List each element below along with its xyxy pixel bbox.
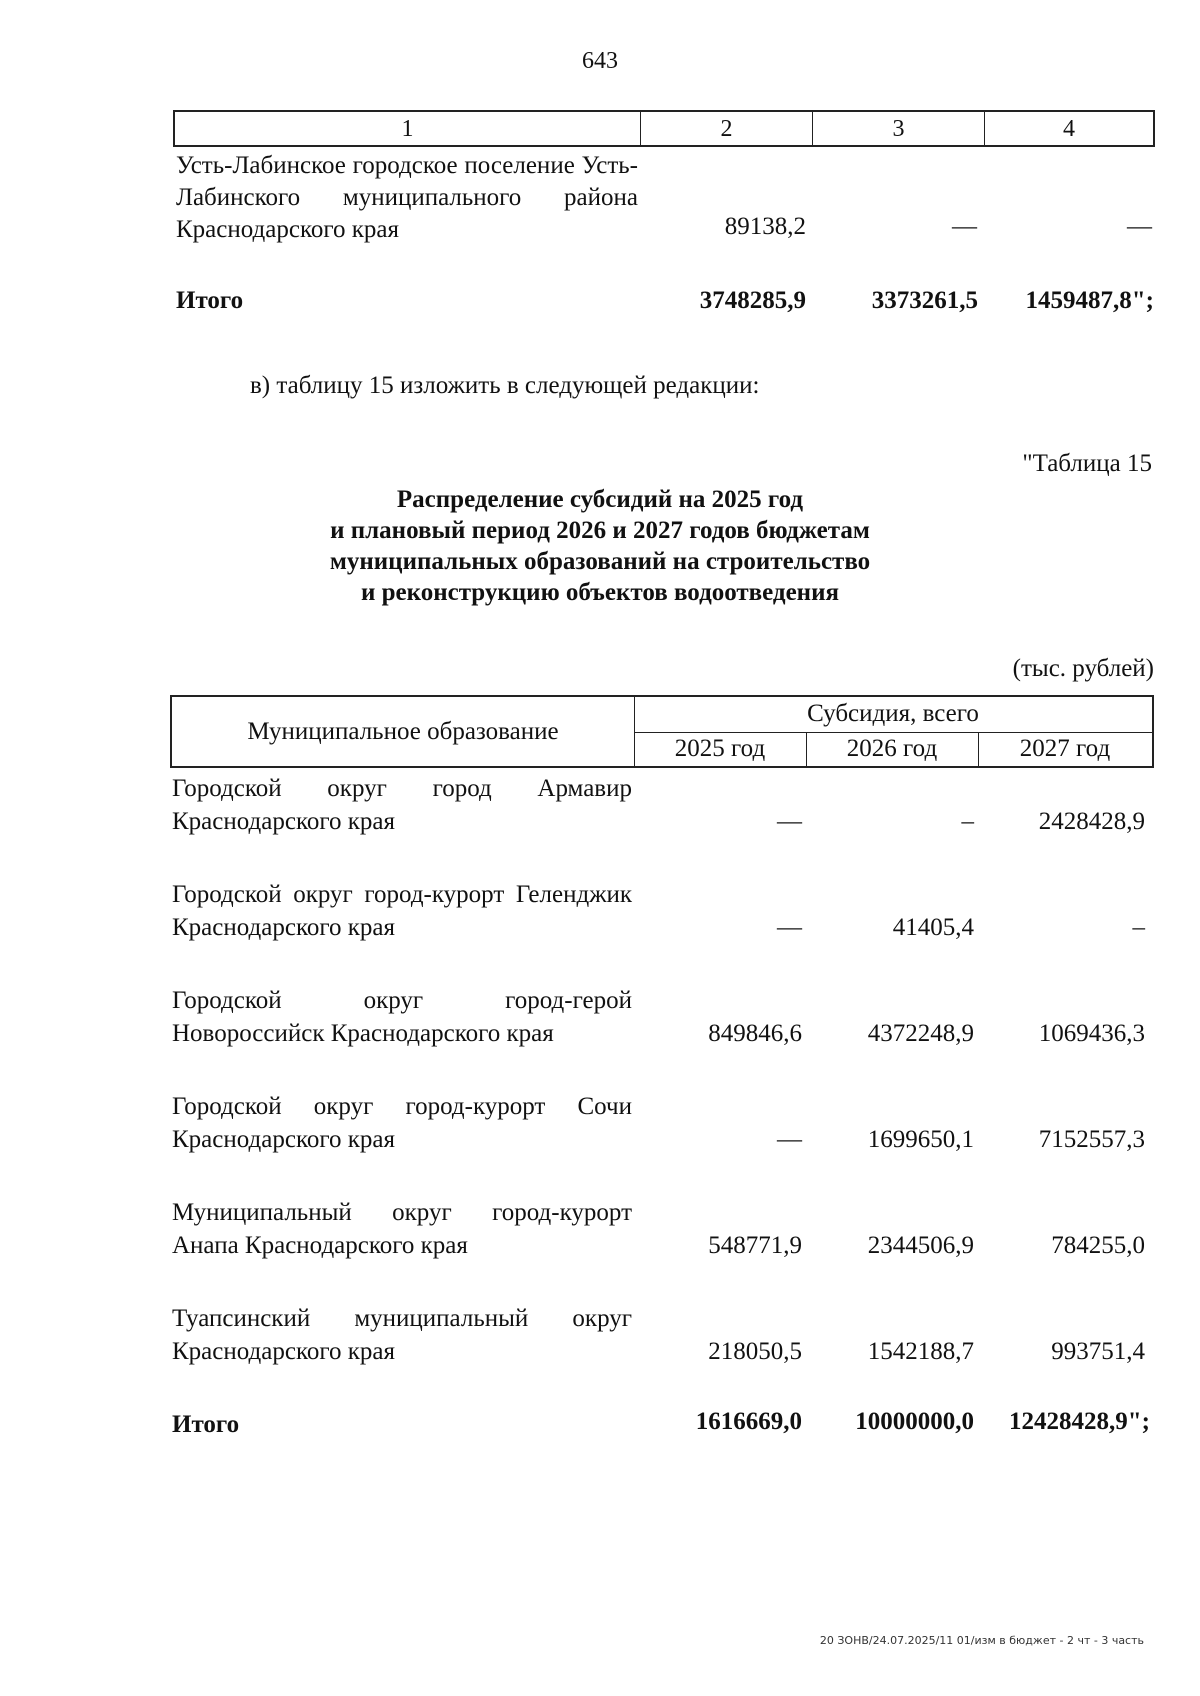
- document-footer: 20 ЗОНВ/24.07.2025/11 01/изм в бюджет - 2 чт - 3 часть: [819, 1634, 1144, 1647]
- total-value-2027: 12428428,9";: [1009, 1408, 1150, 1435]
- table-label: "Таблица 15: [1022, 450, 1152, 477]
- table-row-value-2026: 1542188,7: [867, 1338, 974, 1365]
- column-number-4: 4: [1063, 116, 1075, 142]
- table-title: [0, 484, 1200, 608]
- column-number-2: 2: [641, 112, 813, 145]
- total-value-2025: 1616669,0: [695, 1408, 802, 1435]
- municipality-column-header: Муниципальное образование: [172, 697, 635, 766]
- units-label: (тыс. рублей): [1012, 655, 1154, 682]
- table-row-value-2025: —: [777, 1126, 802, 1153]
- continuation-row-value-2: —: [952, 213, 977, 240]
- year-2026-header: 2026 год: [806, 732, 979, 766]
- continuation-total-value-3: 1459487,8";: [1025, 287, 1154, 314]
- table-row-value-2027: 2428428,9: [1038, 808, 1145, 835]
- table-row-value-2026: 4372248,9: [867, 1020, 974, 1047]
- table-row-value-2026: –: [961, 808, 974, 835]
- column-number-3: 3: [813, 112, 985, 145]
- table-row-value-2026: 2344506,9: [867, 1232, 974, 1259]
- page-number: 643: [582, 48, 618, 74]
- subsidy-column-header: Субсидия, всего: [634, 697, 1152, 733]
- column-number-1: 1: [175, 112, 641, 145]
- subsidy-table-header: [170, 695, 1154, 768]
- year-2025-header: 2025 год: [634, 732, 807, 766]
- table-row-value-2027: 993751,4: [1051, 1338, 1145, 1365]
- table-row-value-2027: 7152557,3: [1038, 1126, 1145, 1153]
- continuation-table-header: [173, 110, 1155, 147]
- table-row-value-2025: —: [777, 914, 802, 941]
- total-value-2026: 10000000,0: [855, 1408, 974, 1435]
- continuation-total-value-2: 3373261,5: [871, 287, 978, 314]
- table-row-value-2025: 548771,9: [708, 1232, 802, 1259]
- table-row-name: Муниципальный округ город-курорт Анапа Краснодарского края: [172, 1199, 632, 1259]
- table-row-name: Городской округ город-герой Новороссийск Краснодарского края: [172, 987, 632, 1047]
- title-line: и плановый период 2026 и 2027 годов бюджетам: [330, 517, 870, 544]
- table-row-value-2026: 1699650,1: [867, 1126, 974, 1153]
- table-row-name: Туапсинский муниципальный округ Краснодарского края: [172, 1305, 632, 1365]
- continuation-row-value-1: 89138,2: [724, 213, 806, 240]
- table-row-value-2026: 41405,4: [892, 914, 974, 941]
- table-row-name: Городской округ город-курорт Геленджик Краснодарского края: [172, 881, 632, 941]
- title-line: Распределение субсидий на 2025 год: [396, 486, 804, 513]
- table-row-name: Городской округ город-курорт Сочи Краснодарского края: [172, 1093, 632, 1153]
- table-row-value-2025: —: [777, 808, 802, 835]
- title-line: и реконструкцию объектов водоотведения: [360, 579, 840, 606]
- continuation-total-label: Итого: [176, 287, 244, 314]
- table-row-name: Городской округ город Армавир Краснодарского края: [172, 775, 632, 835]
- table-row-value-2025: 849846,6: [708, 1020, 802, 1047]
- continuation-total-value-1: 3748285,9: [699, 287, 806, 314]
- table-row-value-2027: 1069436,3: [1038, 1020, 1145, 1047]
- table-row-value-2025: 218050,5: [708, 1338, 802, 1365]
- year-2027-header: 2027 год: [1019, 735, 1111, 762]
- continuation-row-value-3: —: [1127, 213, 1152, 240]
- continuation-row-name: Усть-Лабинское городское поселение Усть-Лабинского муниципального района Краснодарского края: [176, 152, 638, 243]
- table-row-value-2027: 784255,0: [1051, 1232, 1145, 1259]
- total-label: Итого: [172, 1411, 240, 1438]
- table-row-value-2027: –: [1132, 914, 1145, 941]
- title-line: муниципальных образований на строительство: [329, 548, 871, 575]
- amendment-paragraph: в) таблицу 15 изложить в следующей редакции:: [250, 372, 760, 399]
